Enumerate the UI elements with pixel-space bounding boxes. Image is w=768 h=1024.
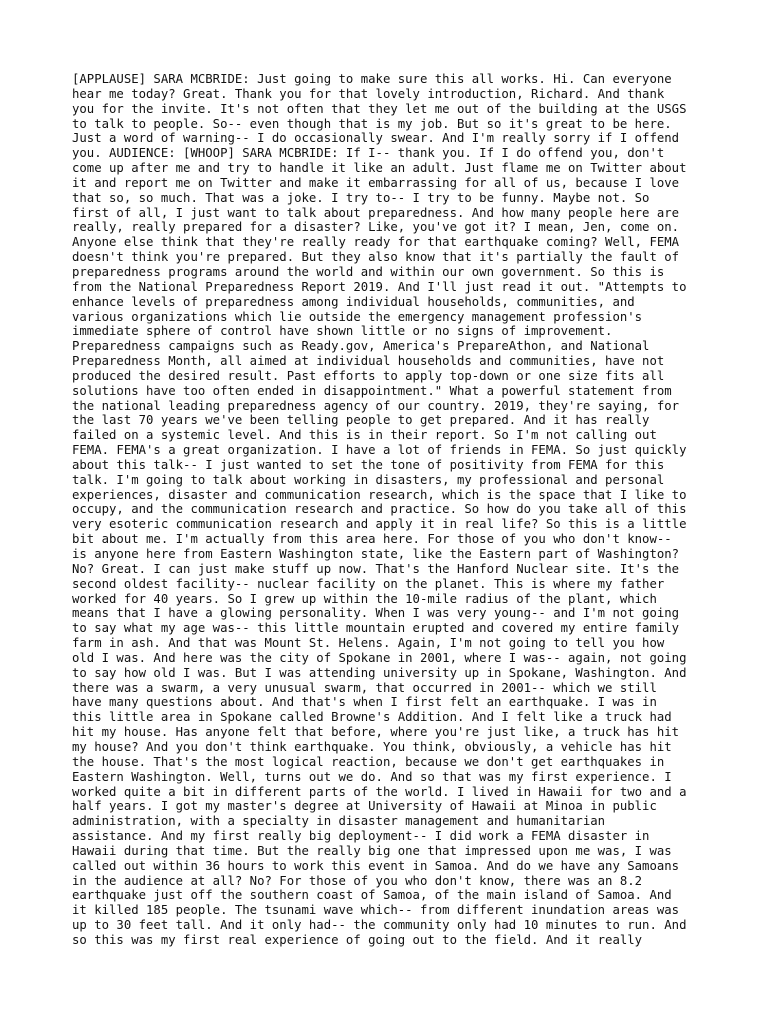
text-line: FEMA. FEMA's a great organization. I have a lot of friends in FEMA. So just quickly: [72, 443, 687, 458]
text-line: hear me today? Great. Thank you for that lovely introduction, Richard. And thank: [72, 86, 665, 101]
text-line: [APPLAUSE] SARA MCBRIDE: Just going to make sure this all works. Hi. Can everyone: [72, 72, 672, 86]
text-line: Eastern Washington. Well, turns out we do. And so that was my first experience. I: [72, 769, 672, 784]
text-line: to say how old I was. But I was attending university up in Spokane, Washington. And: [72, 665, 687, 680]
transcript-page: [72, 72, 702, 948]
text-line: doesn't think you're prepared. But they also know that it's partially the fault of: [72, 250, 680, 265]
text-line: various organizations which lie outside the emergency management profession's: [72, 309, 643, 324]
text-line: farm in ash. And that was Mount St. Helens. Again, I'm not going to tell you how: [72, 636, 665, 651]
text-line: Just a word of warning-- I do occasionally swear. And I'm really sorry if I offend: [72, 131, 680, 146]
text-line: the last 70 years we've been telling people to get prepared. And it has really: [72, 413, 650, 428]
text-line: experiences, disaster and communication research, which is the space that I like to: [72, 487, 687, 502]
text-line: worked quite a bit in different parts of the world. I lived in Hawaii for two and a: [72, 784, 687, 799]
text-line: called out within 36 hours to work this event in Samoa. And do we have any Samoans: [72, 858, 680, 873]
text-line: Preparedness Month, all aimed at individual households and communities, have not: [72, 354, 665, 369]
text-line: to talk to people. So-- even though that is my job. But so it's great to be here.: [72, 116, 672, 131]
text-line: second oldest facility-- nuclear facility on the planet. This is where my father: [72, 576, 665, 591]
text-line: it and report me on Twitter and make it embarrassing for all of us, because I love: [72, 175, 680, 190]
text-line: bit about me. I'm actually from this area here. For those of you who don't know--: [72, 532, 672, 547]
text-line: old I was. And here was the city of Spokane in 2001, where I was-- again, not going: [72, 650, 687, 665]
text-line: about this talk-- I just wanted to set the tone of positivity from FEMA for this: [72, 457, 665, 472]
text-line: enhance levels of preparedness among individual households, communities, and: [72, 294, 635, 309]
text-line: very esoteric communication research and apply it in real life? So this is a little: [72, 517, 687, 532]
text-line: Hawaii during that time. But the really big one that impressed upon me was, I was: [72, 843, 672, 858]
text-line: have many questions about. And that's when I first felt an earthquake. I was in: [72, 695, 657, 710]
text-line: come up after me and try to handle it like an adult. Just flame me on Twitter about: [72, 161, 687, 176]
text-line: earthquake just off the southern coast of Samoa, of the main island of Samoa. And: [72, 888, 672, 903]
text-line: is anyone here from Eastern Washington state, like the Eastern part of Washington?: [72, 547, 680, 561]
text-line: so this was my first real experience of going out to the field. And it really: [72, 932, 643, 947]
text-line: occupy, and the communication research and practice. So how do you take all of this: [72, 502, 687, 517]
text-line: really, really prepared for a disaster? Like, you've got it? I mean, Jen, come on.: [72, 220, 680, 235]
text-line: the national leading preparedness agency of our country. 2019, they're saying, for: [72, 398, 680, 413]
text-line: to say what my age was-- this little mountain erupted and covered my entire family: [72, 621, 680, 636]
text-line: this little area in Spokane called Browne's Addition. And I felt like a truck had: [72, 710, 672, 725]
text-line: in the audience at all? No? For those of you who don't know, there was an 8.2: [72, 873, 643, 888]
text-line: Preparedness campaigns such as Ready.gov, America's PrepareAthon, and National: [72, 339, 650, 354]
text-line: failed on a systemic level. And this is in their report. So I'm not calling out: [72, 428, 657, 443]
text-line: immediate sphere of control have shown little or no signs of improvement.: [72, 324, 613, 339]
text-line: produced the desired result. Past efforts to apply top-down or one size fits all: [72, 368, 665, 383]
text-line: means that I have a glowing personality. When I was very young-- and I'm not going: [72, 606, 680, 621]
text-line: my house? And you don't think earthquake. You think, obviously, a vehicle has hit: [72, 739, 672, 754]
text-line: you for the invite. It's not often that they let me out of the building at the USGS: [72, 101, 687, 116]
text-line: up to 30 feet tall. And it only had-- the community only had 10 minutes to run. And: [72, 918, 687, 933]
text-line: assistance. And my first really big deployment-- I did work a FEMA disaster in: [72, 829, 650, 844]
text-line: solutions have too often ended in disappointment." What a powerful statement from: [72, 383, 672, 398]
text-line: Anyone else think that they're really ready for that earthquake coming? Well, FEMA: [72, 235, 680, 250]
text-line: hit my house. Has anyone felt that before, where you're just like, a truck has hit: [72, 725, 680, 740]
text-line: first of all, I just want to talk about preparedness. And how many people here are: [72, 205, 680, 220]
text-line: worked for 40 years. So I grew up within the 10-mile radius of the plant, which: [72, 591, 657, 606]
text-line: half years. I got my master's degree at University of Hawaii at Minoa in public: [72, 799, 657, 814]
text-line: preparedness programs around the world and within our own government. So this is: [72, 264, 665, 279]
text-line: talk. I'm going to talk about working in disasters, my professional and personal: [72, 472, 665, 487]
text-line: it killed 185 people. The tsunami wave which-- from different inundation areas was: [72, 903, 680, 918]
text-line: No? Great. I can just make stuff up now. That's the Hanford Nuclear site. It's the: [72, 561, 680, 576]
text-line: from the National Preparedness Report 2019. And I'll just read it out. "Attempts to: [72, 279, 687, 294]
text-line: the house. That's the most logical reaction, because we don't get earthquakes in: [72, 754, 665, 769]
text-line: there was a swarm, a very unusual swarm, that occurred in 2001-- which we still: [72, 680, 657, 695]
text-line: that so, so much. That was a joke. I try to-- I try to be funny. Maybe not. So: [72, 190, 650, 205]
text-line: administration, with a specialty in disaster management and humanitarian: [72, 814, 606, 829]
text-line: you. AUDIENCE: [WHOOP] SARA MCBRIDE: If I-- thank you. If I do offend you, don't: [72, 146, 665, 161]
